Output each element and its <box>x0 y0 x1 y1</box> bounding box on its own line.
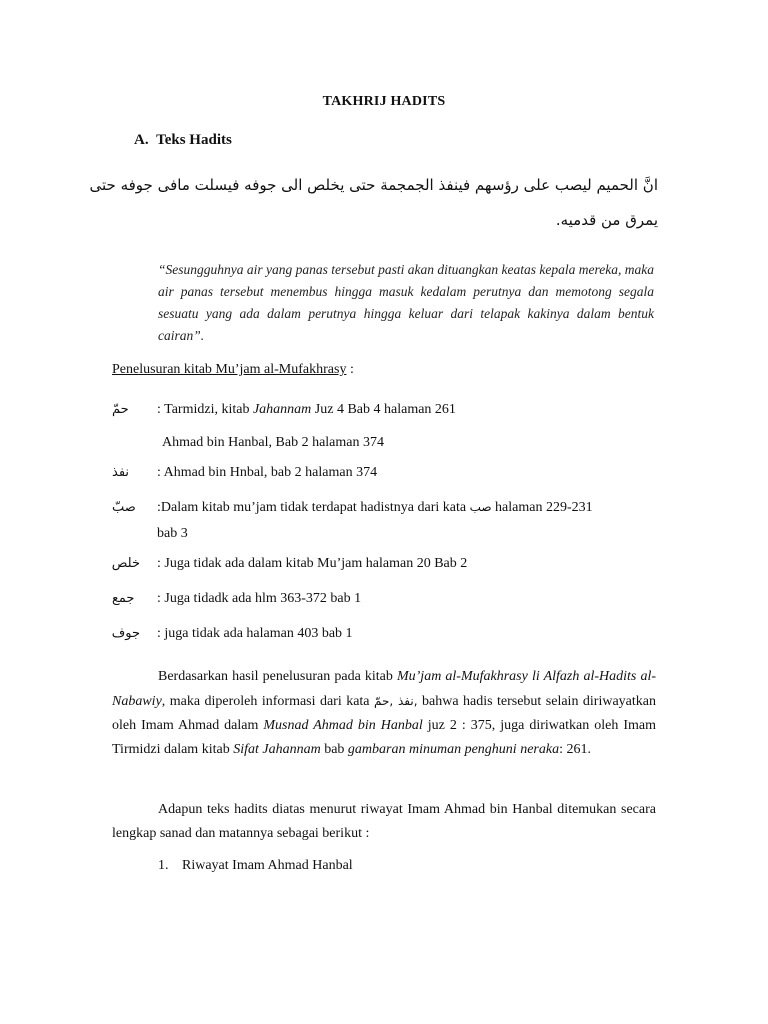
entry-text <box>157 500 593 516</box>
paragraph-text: , maka diperoleh informasi dari kata <box>161 694 374 709</box>
entry-text-line2: bab 3 <box>157 526 188 541</box>
section-marker: A. <box>134 132 149 148</box>
entry-text-arabic: صب <box>469 500 492 514</box>
paragraph-findings <box>112 665 656 762</box>
paragraph-text: Berdasarkan hasil penelusuran pada kitab <box>158 669 397 684</box>
penelusuran-suffix: : <box>346 362 354 377</box>
paragraph-text: bab <box>320 742 348 757</box>
chapter-title: gambaran minuman penghuni neraka <box>347 742 560 757</box>
entry-text: : juga tidak ada halaman 403 bab 1 <box>157 626 353 641</box>
section-heading <box>134 132 232 149</box>
kitab-title: Musnad Ahmad bin Hanbal <box>263 718 423 733</box>
hadith-arabic-line-1: انَّ الحميم ليصب على رؤسهم فينفذ الجمجمة حتى يخلص الى جوفه فيسلت مافى جوفه حتى <box>89 176 658 194</box>
paragraph-text: juz 2 : 375, juga diriwatkan oleh Imam Tirmidzi dalam kitab <box>112 718 656 757</box>
list-label: Riwayat Imam Ahmad Hanbal <box>182 858 353 873</box>
paragraph-intro <box>112 798 656 846</box>
entry-text <box>157 402 456 418</box>
kitab-title: Mu’jam al-Mufakhrasy li Alfazh al-Hadits al-Nabawiy <box>112 669 656 709</box>
kitab-title: Sifat Jahannam <box>233 742 321 757</box>
document-title: TAKHRIJ HADITS <box>322 94 446 109</box>
entry-kata: حمّ <box>112 402 129 417</box>
entry-kata: جمع <box>112 591 135 606</box>
list-item <box>158 858 353 874</box>
entry-text-part: : Tarmidzi, kitab <box>157 402 253 417</box>
entry-text-part: :Dalam kitab mu’jam tidak terdapat hadistnya dari kata <box>157 500 470 515</box>
penelusuran-heading <box>112 362 354 378</box>
list-number: 1. <box>158 858 169 873</box>
paragraph-text: Adapun teks hadits diatas menurut riwayat Imam Ahmad bin Hanbal ditemukan secara lengkap sanad dan matannya sebagai berikut : <box>112 802 656 841</box>
entry-text-line2: Ahmad bin Hanbal, Bab 2 halaman 374 <box>162 435 385 450</box>
entry-kata: خلص <box>111 556 140 571</box>
paragraph-text: bahwa hadis tersebut selain diriwayatkan oleh Imam Ahmad dalam <box>112 694 656 733</box>
entry-text: : Juga tidak ada dalam kitab Mu’jam halaman 20 Bab 2 <box>157 556 468 571</box>
paragraph-text: : 261. <box>559 742 591 757</box>
entry-text: : Ahmad bin Hnbal, bab 2 halaman 374 <box>157 465 378 480</box>
arabic-words: نفذ ,حمّ, <box>373 694 418 708</box>
hadith-arabic-line-2: يمرق من قدميه. <box>555 211 658 229</box>
entry-kata: جوف <box>111 626 140 641</box>
penelusuran-label: Penelusuran kitab Mu’jam al-Mufakhrasy <box>112 362 347 377</box>
entry-kata: صبّ <box>112 500 136 515</box>
entry-text-part: halaman 229-231 <box>491 500 593 515</box>
entry-kata: نفذ <box>112 465 130 480</box>
section-label: Teks Hadits <box>156 132 232 148</box>
hadith-translation: “Sesungguhnya air yang panas tersebut pasti akan dituangkan keatas kepala mereka, maka air panas tersebut menembus hingga masuk kedalam perutnya dan memotong segala sesuatu yang ada dalam perutnya hingga keluar dari telapak kakinya dalam bentuk cairan”. <box>158 262 654 343</box>
entry-text-italic: Jahannam <box>252 402 312 417</box>
entry-text: : Juga tidadk ada hlm 363-372 bab 1 <box>157 591 362 606</box>
entry-text-part: Juz 4 Bab 4 halaman 261 <box>311 402 456 417</box>
